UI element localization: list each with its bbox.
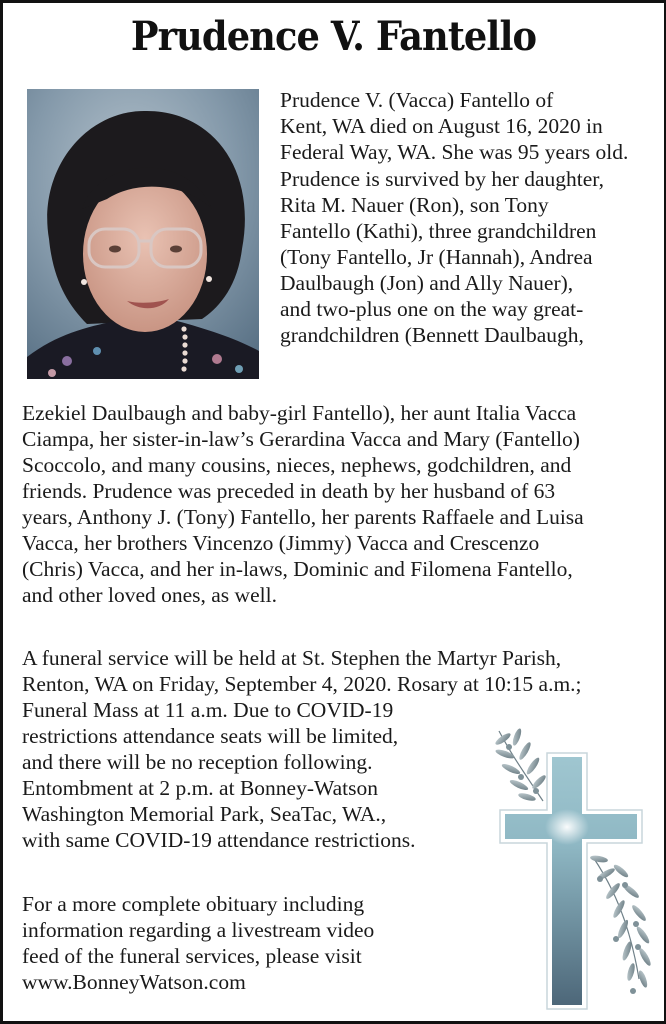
- text-line: grandchildren (Bennett Daulbaugh,: [280, 323, 584, 347]
- text-line: Kent, WA died on August 16, 2020 in: [280, 114, 603, 138]
- olive-branch-lower: [590, 854, 653, 994]
- more-info-paragraph: [22, 891, 374, 995]
- text-line: Rita M. Nauer (Ron), son Tony: [280, 193, 549, 217]
- text-line: and other loved ones, as well.: [22, 583, 277, 607]
- text-line: and two-plus one on the way great-: [280, 297, 584, 321]
- text-line: Vacca, her brothers Vincenzo (Jimmy) Vacca and Crescenzo: [22, 531, 540, 555]
- text-line: (Chris) Vacca, and her in-laws, Dominic and Filomena Fantello,: [22, 557, 573, 581]
- text-line: years, Anthony J. (Tony) Fantello, her parents Raffaele and Luisa: [22, 505, 584, 529]
- text-line: A funeral service will be held at St. Stephen the Martyr Parish,: [22, 646, 562, 670]
- text-line: and there will be no reception following.: [22, 750, 373, 774]
- cross-with-olive-branches-icon: [481, 709, 661, 1014]
- text-line: restrictions attendance seats will be limited,: [22, 724, 399, 748]
- text-line: (Tony Fantello, Jr (Hannah), Andrea: [280, 245, 593, 269]
- text-line: information regarding a livestream video: [22, 918, 375, 942]
- text-line: Funeral Mass at 11 a.m. Due to COVID-19: [22, 698, 394, 722]
- text-line: Prudence V. (Vacca) Fantello of: [280, 88, 554, 112]
- text-line: Scoccolo, and many cousins, nieces, nephews, godchildren, and: [22, 453, 572, 477]
- obituary-title: Prudence V. Fantello: [130, 13, 537, 60]
- text-line: Fantello (Kathi), three grandchildren: [280, 219, 597, 243]
- text-line: Ezekiel Daulbaugh and baby-girl Fantello), her aunt Italia Vacca: [22, 401, 577, 425]
- text-line: Prudence is survived by her daughter,: [280, 167, 604, 191]
- text-line: For a more complete obituary including: [22, 892, 365, 916]
- survivors-paragraph-top: [280, 166, 604, 348]
- text-line: Washington Memorial Park, SeaTac, WA.,: [22, 802, 387, 826]
- portrait-illustration: [27, 89, 259, 379]
- text-line: Federal Way, WA. She was 95 years old.: [280, 140, 629, 164]
- text-line: Entombment at 2 p.m. at Bonney-Watson: [22, 776, 378, 800]
- survivors-paragraph-bottom: [22, 400, 584, 608]
- text-line: Renton, WA on Friday, September 4, 2020. Rosary at 10:15 a.m.;: [22, 672, 582, 696]
- text-line: friends. Prudence was preceded in death by her husband of 63: [22, 479, 556, 503]
- portrait-photo: [27, 89, 259, 379]
- text-line: with same COVID-19 attendance restrictions.: [22, 828, 416, 852]
- website-link[interactable]: www.BonneyWatson.com: [22, 970, 246, 994]
- olive-branch-upper: [494, 728, 548, 803]
- intro-paragraph: [280, 87, 628, 165]
- text-line: Ciampa, her sister-in-law’s Gerardina Vacca and Mary (Fantello): [22, 427, 580, 451]
- text-line: feed of the funeral services, please visit: [22, 944, 362, 968]
- text-line: Daulbaugh (Jon) and Ally Nauer),: [280, 271, 574, 295]
